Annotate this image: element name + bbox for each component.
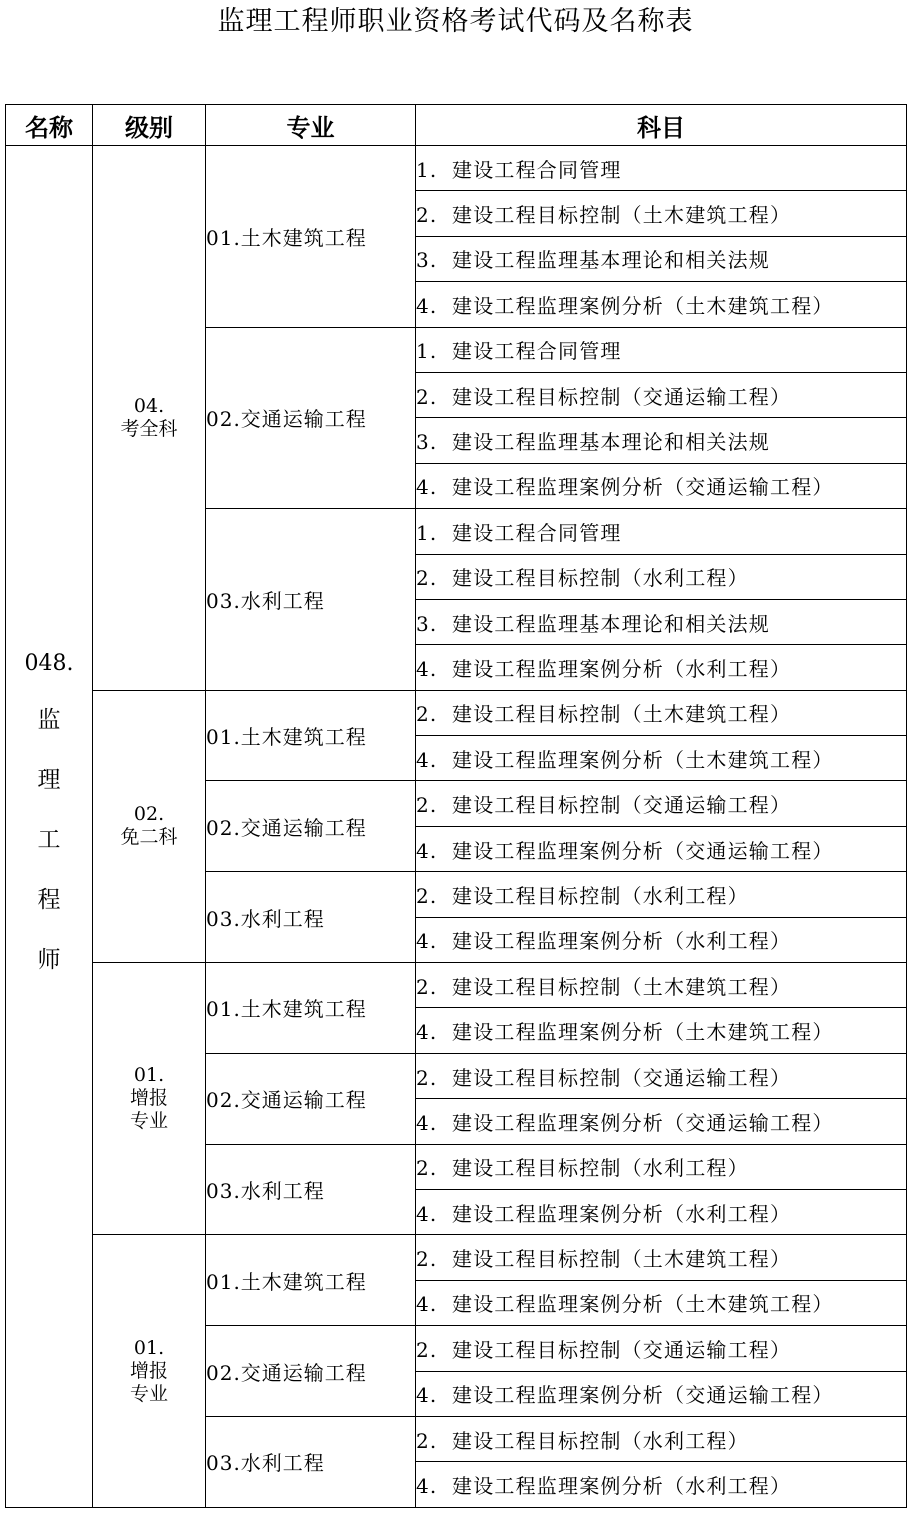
subject-number: 4. (416, 1110, 438, 1135)
level-label-line: 专业 (129, 1110, 168, 1133)
level-label-line: 考全科 (120, 417, 178, 440)
subject-cell (416, 554, 907, 599)
subject-name: 建设工程合同管理 (452, 520, 622, 545)
major-cell: 01.土木建筑工程 (206, 963, 416, 1054)
subject-name: 建设工程监理案例分析（水利工程） (452, 1474, 792, 1499)
subject-cell (416, 599, 907, 644)
subject-number: 2. (416, 1428, 438, 1453)
level-label-line: 01. (133, 1064, 165, 1087)
table-body (6, 146, 907, 1508)
header-major: 专业 (206, 105, 416, 146)
subject-name: 建设工程监理基本理论和相关法规 (452, 248, 770, 273)
subject-name: 建设工程监理案例分析（交通运输工程） (452, 838, 834, 863)
subject-cell (416, 1416, 907, 1461)
subject-cell (416, 1189, 907, 1234)
subject-number: 4. (416, 475, 438, 500)
subject-name: 建设工程监理案例分析（交通运输工程） (452, 1110, 834, 1135)
subject-cell (416, 327, 907, 372)
subject-name: 建设工程监理案例分析（土木建筑工程） (452, 747, 834, 772)
subject-cell (416, 463, 907, 508)
subject-name: 建设工程目标控制（水利工程） (452, 1428, 749, 1453)
page-title: 监理工程师职业资格考试代码及名称表 (217, 6, 694, 37)
subject-name: 建设工程监理案例分析（交通运输工程） (452, 1383, 834, 1408)
exam-code-table (5, 104, 907, 1508)
major-cell: 01.土木建筑工程 (206, 1235, 416, 1326)
level-label-line: 专业 (129, 1382, 168, 1405)
subject-number: 2. (416, 793, 438, 818)
subject-name: 建设工程目标控制（土木建筑工程） (452, 702, 792, 727)
table-row (6, 1235, 907, 1280)
table-row (6, 963, 907, 1008)
subject-number: 2. (416, 384, 438, 409)
subject-cell (416, 418, 907, 463)
subject-name: 建设工程监理基本理论和相关法规 (452, 611, 770, 636)
subject-number: 4. (416, 1292, 438, 1317)
subject-number: 4. (416, 293, 438, 318)
subject-number: 1. (416, 157, 438, 182)
subject-cell (416, 282, 907, 327)
qualification-name-char: 工 (37, 826, 61, 853)
level-cell (93, 690, 206, 962)
subject-cell (416, 736, 907, 781)
level-label-line: 免二科 (120, 826, 178, 849)
subject-number: 3. (416, 248, 438, 273)
subject-cell (416, 1008, 907, 1053)
major-cell: 02.交通运输工程 (206, 327, 416, 509)
subject-cell (416, 1371, 907, 1416)
header-name: 名称 (6, 105, 93, 146)
subject-cell (416, 191, 907, 236)
subject-number: 4. (416, 1020, 438, 1045)
subject-number: 4. (416, 747, 438, 772)
level-label-line: 02. (133, 803, 165, 826)
subject-name: 建设工程目标控制（交通运输工程） (452, 1337, 792, 1362)
subject-name: 建设工程目标控制（交通运输工程） (452, 384, 792, 409)
subject-cell (416, 781, 907, 826)
subject-number: 2. (416, 974, 438, 999)
major-cell: 03.水利工程 (206, 872, 416, 963)
subject-cell (416, 1326, 907, 1371)
level-label-line: 04. (133, 394, 165, 417)
table-row (6, 146, 907, 191)
subject-number: 4. (416, 838, 438, 863)
subject-name: 建设工程合同管理 (452, 157, 622, 182)
qualification-name-char: 理 (37, 766, 61, 793)
major-cell: 01.土木建筑工程 (206, 146, 416, 328)
subject-cell (416, 1099, 907, 1144)
subject-cell (416, 963, 907, 1008)
subject-number: 1. (416, 339, 438, 364)
subject-number: 2. (416, 1065, 438, 1090)
subject-name: 建设工程监理案例分析（交通运输工程） (452, 475, 834, 500)
level-label-line: 01. (133, 1336, 165, 1359)
subject-cell (416, 1053, 907, 1098)
qualification-name-char: 程 (37, 886, 61, 913)
major-cell: 02.交通运输工程 (206, 781, 416, 872)
subject-name: 建设工程监理案例分析（水利工程） (452, 656, 792, 681)
subject-name: 建设工程监理案例分析（土木建筑工程） (452, 1020, 834, 1045)
subject-number: 4. (416, 1474, 438, 1499)
subject-cell (416, 146, 907, 191)
subject-name: 建设工程监理案例分析（水利工程） (452, 929, 792, 954)
subject-cell (416, 236, 907, 281)
qualification-name-cell (6, 146, 93, 1508)
subject-cell (416, 645, 907, 690)
header-subject: 科目 (416, 105, 907, 146)
subject-cell (416, 372, 907, 417)
major-cell: 01.土木建筑工程 (206, 690, 416, 781)
subject-number: 2. (416, 702, 438, 727)
subject-number: 3. (416, 611, 438, 636)
level-label-line: 增报 (129, 1087, 168, 1110)
subject-cell (416, 1462, 907, 1508)
major-cell: 03.水利工程 (206, 1144, 416, 1235)
subject-number: 2. (416, 203, 438, 228)
subject-number: 4. (416, 656, 438, 681)
subject-name: 建设工程监理案例分析（土木建筑工程） (452, 293, 834, 318)
subject-name: 建设工程目标控制（水利工程） (452, 1156, 749, 1181)
major-cell: 02.交通运输工程 (206, 1053, 416, 1144)
subject-cell (416, 872, 907, 917)
major-cell: 03.水利工程 (206, 509, 416, 691)
subject-name: 建设工程合同管理 (452, 339, 622, 364)
qualification-name-char: 师 (37, 946, 61, 973)
subject-name: 建设工程目标控制（交通运输工程） (452, 1065, 792, 1090)
subject-name: 建设工程监理案例分析（水利工程） (452, 1201, 792, 1226)
header-level: 级别 (93, 105, 206, 146)
level-label-line: 增报 (129, 1359, 168, 1382)
qualification-code: 048. (24, 650, 74, 676)
subject-name: 建设工程目标控制（土木建筑工程） (452, 203, 792, 228)
subject-cell (416, 1144, 907, 1189)
subject-name: 建设工程目标控制（水利工程） (452, 883, 749, 908)
subject-cell (416, 826, 907, 871)
qualification-name-char: 监 (37, 706, 61, 733)
subject-name: 建设工程目标控制（土木建筑工程） (452, 974, 792, 999)
subject-cell (416, 1280, 907, 1325)
subject-name: 建设工程目标控制（交通运输工程） (452, 793, 792, 818)
level-cell (93, 963, 206, 1235)
subject-number: 2. (416, 1156, 438, 1181)
subject-name: 建设工程目标控制（水利工程） (452, 566, 749, 591)
subject-cell (416, 1235, 907, 1280)
major-cell: 03.水利工程 (206, 1416, 416, 1507)
subject-number: 2. (416, 566, 438, 591)
header-row (6, 105, 907, 146)
subject-name: 建设工程监理案例分析（土木建筑工程） (452, 1292, 834, 1317)
subject-cell (416, 690, 907, 735)
subject-number: 2. (416, 1247, 438, 1272)
subject-number: 3. (416, 430, 438, 455)
level-cell (93, 1235, 206, 1508)
subject-name: 建设工程目标控制（土木建筑工程） (452, 1247, 792, 1272)
subject-number: 1. (416, 520, 438, 545)
level-cell (93, 146, 206, 691)
subject-number: 2. (416, 1337, 438, 1362)
subject-number: 2. (416, 883, 438, 908)
subject-name: 建设工程监理基本理论和相关法规 (452, 430, 770, 455)
subject-cell (416, 917, 907, 962)
subject-number: 4. (416, 1383, 438, 1408)
subject-cell (416, 509, 907, 554)
major-cell: 02.交通运输工程 (206, 1326, 416, 1417)
subject-number: 4. (416, 929, 438, 954)
subject-number: 4. (416, 1201, 438, 1226)
table-row (6, 690, 907, 735)
